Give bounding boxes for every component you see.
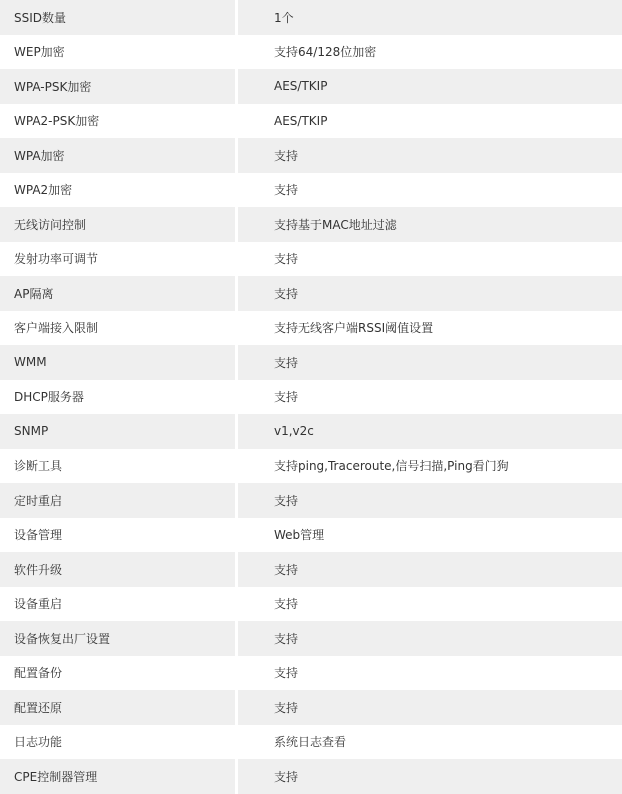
spec-name-cell: WMM bbox=[0, 345, 235, 380]
spec-value-cell: 支持 bbox=[238, 759, 622, 794]
spec-name-cell: 配置还原 bbox=[0, 690, 235, 725]
spec-value-cell: v1,v2c bbox=[238, 414, 622, 449]
spec-value-cell: 支持 bbox=[238, 552, 622, 587]
spec-name-cell: 日志功能 bbox=[14, 735, 63, 750]
table-row bbox=[0, 518, 622, 553]
spec-value-cell: 支持 bbox=[238, 138, 622, 173]
spec-value-cell: AES/TKIP bbox=[274, 113, 328, 128]
table-row bbox=[0, 587, 622, 622]
spec-value-cell: 支持 bbox=[238, 345, 622, 380]
spec-name-cell: 配置备份 bbox=[14, 666, 63, 681]
spec-name-cell: AP隔离 bbox=[0, 276, 235, 311]
spec-name-cell: WPA2-PSK加密 bbox=[14, 114, 100, 129]
table-row bbox=[0, 104, 622, 139]
table-row bbox=[0, 35, 622, 70]
spec-name-cell: WPA2加密 bbox=[14, 183, 73, 198]
table-row bbox=[0, 690, 622, 725]
table-row bbox=[0, 656, 622, 691]
spec-name-cell: SSID数量 bbox=[0, 0, 235, 35]
spec-name-cell: WPA-PSK加密 bbox=[0, 69, 235, 104]
table-row bbox=[0, 207, 622, 242]
table-row bbox=[0, 621, 622, 656]
spec-value-cell: 支持 bbox=[274, 597, 299, 612]
spec-value-cell: 支持64/128位加密 bbox=[274, 45, 377, 60]
spec-name-cell: WPA加密 bbox=[0, 138, 235, 173]
spec-name-cell: 软件升级 bbox=[0, 552, 235, 587]
table-row bbox=[0, 0, 622, 35]
spec-value-cell: 支持无线客户端RSSI阈值设置 bbox=[274, 321, 434, 336]
spec-value-cell: 支持基于MAC地址过滤 bbox=[238, 207, 622, 242]
spec-name-cell: 设备重启 bbox=[14, 597, 63, 612]
spec-name-cell: WEP加密 bbox=[14, 45, 65, 60]
table-row bbox=[0, 414, 622, 449]
table-row bbox=[0, 242, 622, 277]
table-row bbox=[0, 69, 622, 104]
spec-name-cell: SNMP bbox=[0, 414, 235, 449]
table-row bbox=[0, 759, 622, 794]
spec-value-cell: 支持 bbox=[238, 483, 622, 518]
spec-name-cell: 设备恢复出厂设置 bbox=[0, 621, 235, 656]
table-row bbox=[0, 173, 622, 208]
spec-value-cell: 支持 bbox=[238, 276, 622, 311]
spec-value-cell: 支持 bbox=[238, 621, 622, 656]
spec-name-cell: 发射功率可调节 bbox=[14, 252, 99, 267]
table-row bbox=[0, 483, 622, 518]
spec-value-cell: 1个 bbox=[238, 0, 622, 35]
spec-value-cell: AES/TKIP bbox=[238, 69, 622, 104]
table-row bbox=[0, 311, 622, 346]
spec-value-cell: 支持 bbox=[274, 252, 299, 267]
table-row bbox=[0, 276, 622, 311]
spec-name-cell: CPE控制器管理 bbox=[0, 759, 235, 794]
spec-name-cell: 定时重启 bbox=[0, 483, 235, 518]
spec-name-cell: 客户端接入限制 bbox=[14, 321, 99, 336]
table-row bbox=[0, 725, 622, 760]
table-row bbox=[0, 552, 622, 587]
spec-name-cell: 设备管理 bbox=[14, 528, 63, 543]
spec-name-cell: 无线访问控制 bbox=[0, 207, 235, 242]
spec-value-cell: 支持 bbox=[238, 690, 622, 725]
table-row bbox=[0, 345, 622, 380]
spec-name-cell: 诊断工具 bbox=[14, 459, 63, 474]
spec-value-cell: Web管理 bbox=[274, 528, 325, 543]
spec-value-cell: 系统日志查看 bbox=[274, 735, 347, 750]
spec-value-cell: 支持 bbox=[274, 390, 299, 405]
table-row bbox=[0, 138, 622, 173]
spec-name-cell: DHCP服务器 bbox=[14, 390, 84, 405]
spec-value-cell: 支持 bbox=[274, 183, 299, 198]
spec-value-cell: 支持 bbox=[274, 666, 299, 681]
spec-value-cell: 支持ping,Traceroute,信号扫描,Ping看门狗 bbox=[274, 459, 509, 474]
table-row bbox=[0, 449, 622, 484]
table-row bbox=[0, 380, 622, 415]
